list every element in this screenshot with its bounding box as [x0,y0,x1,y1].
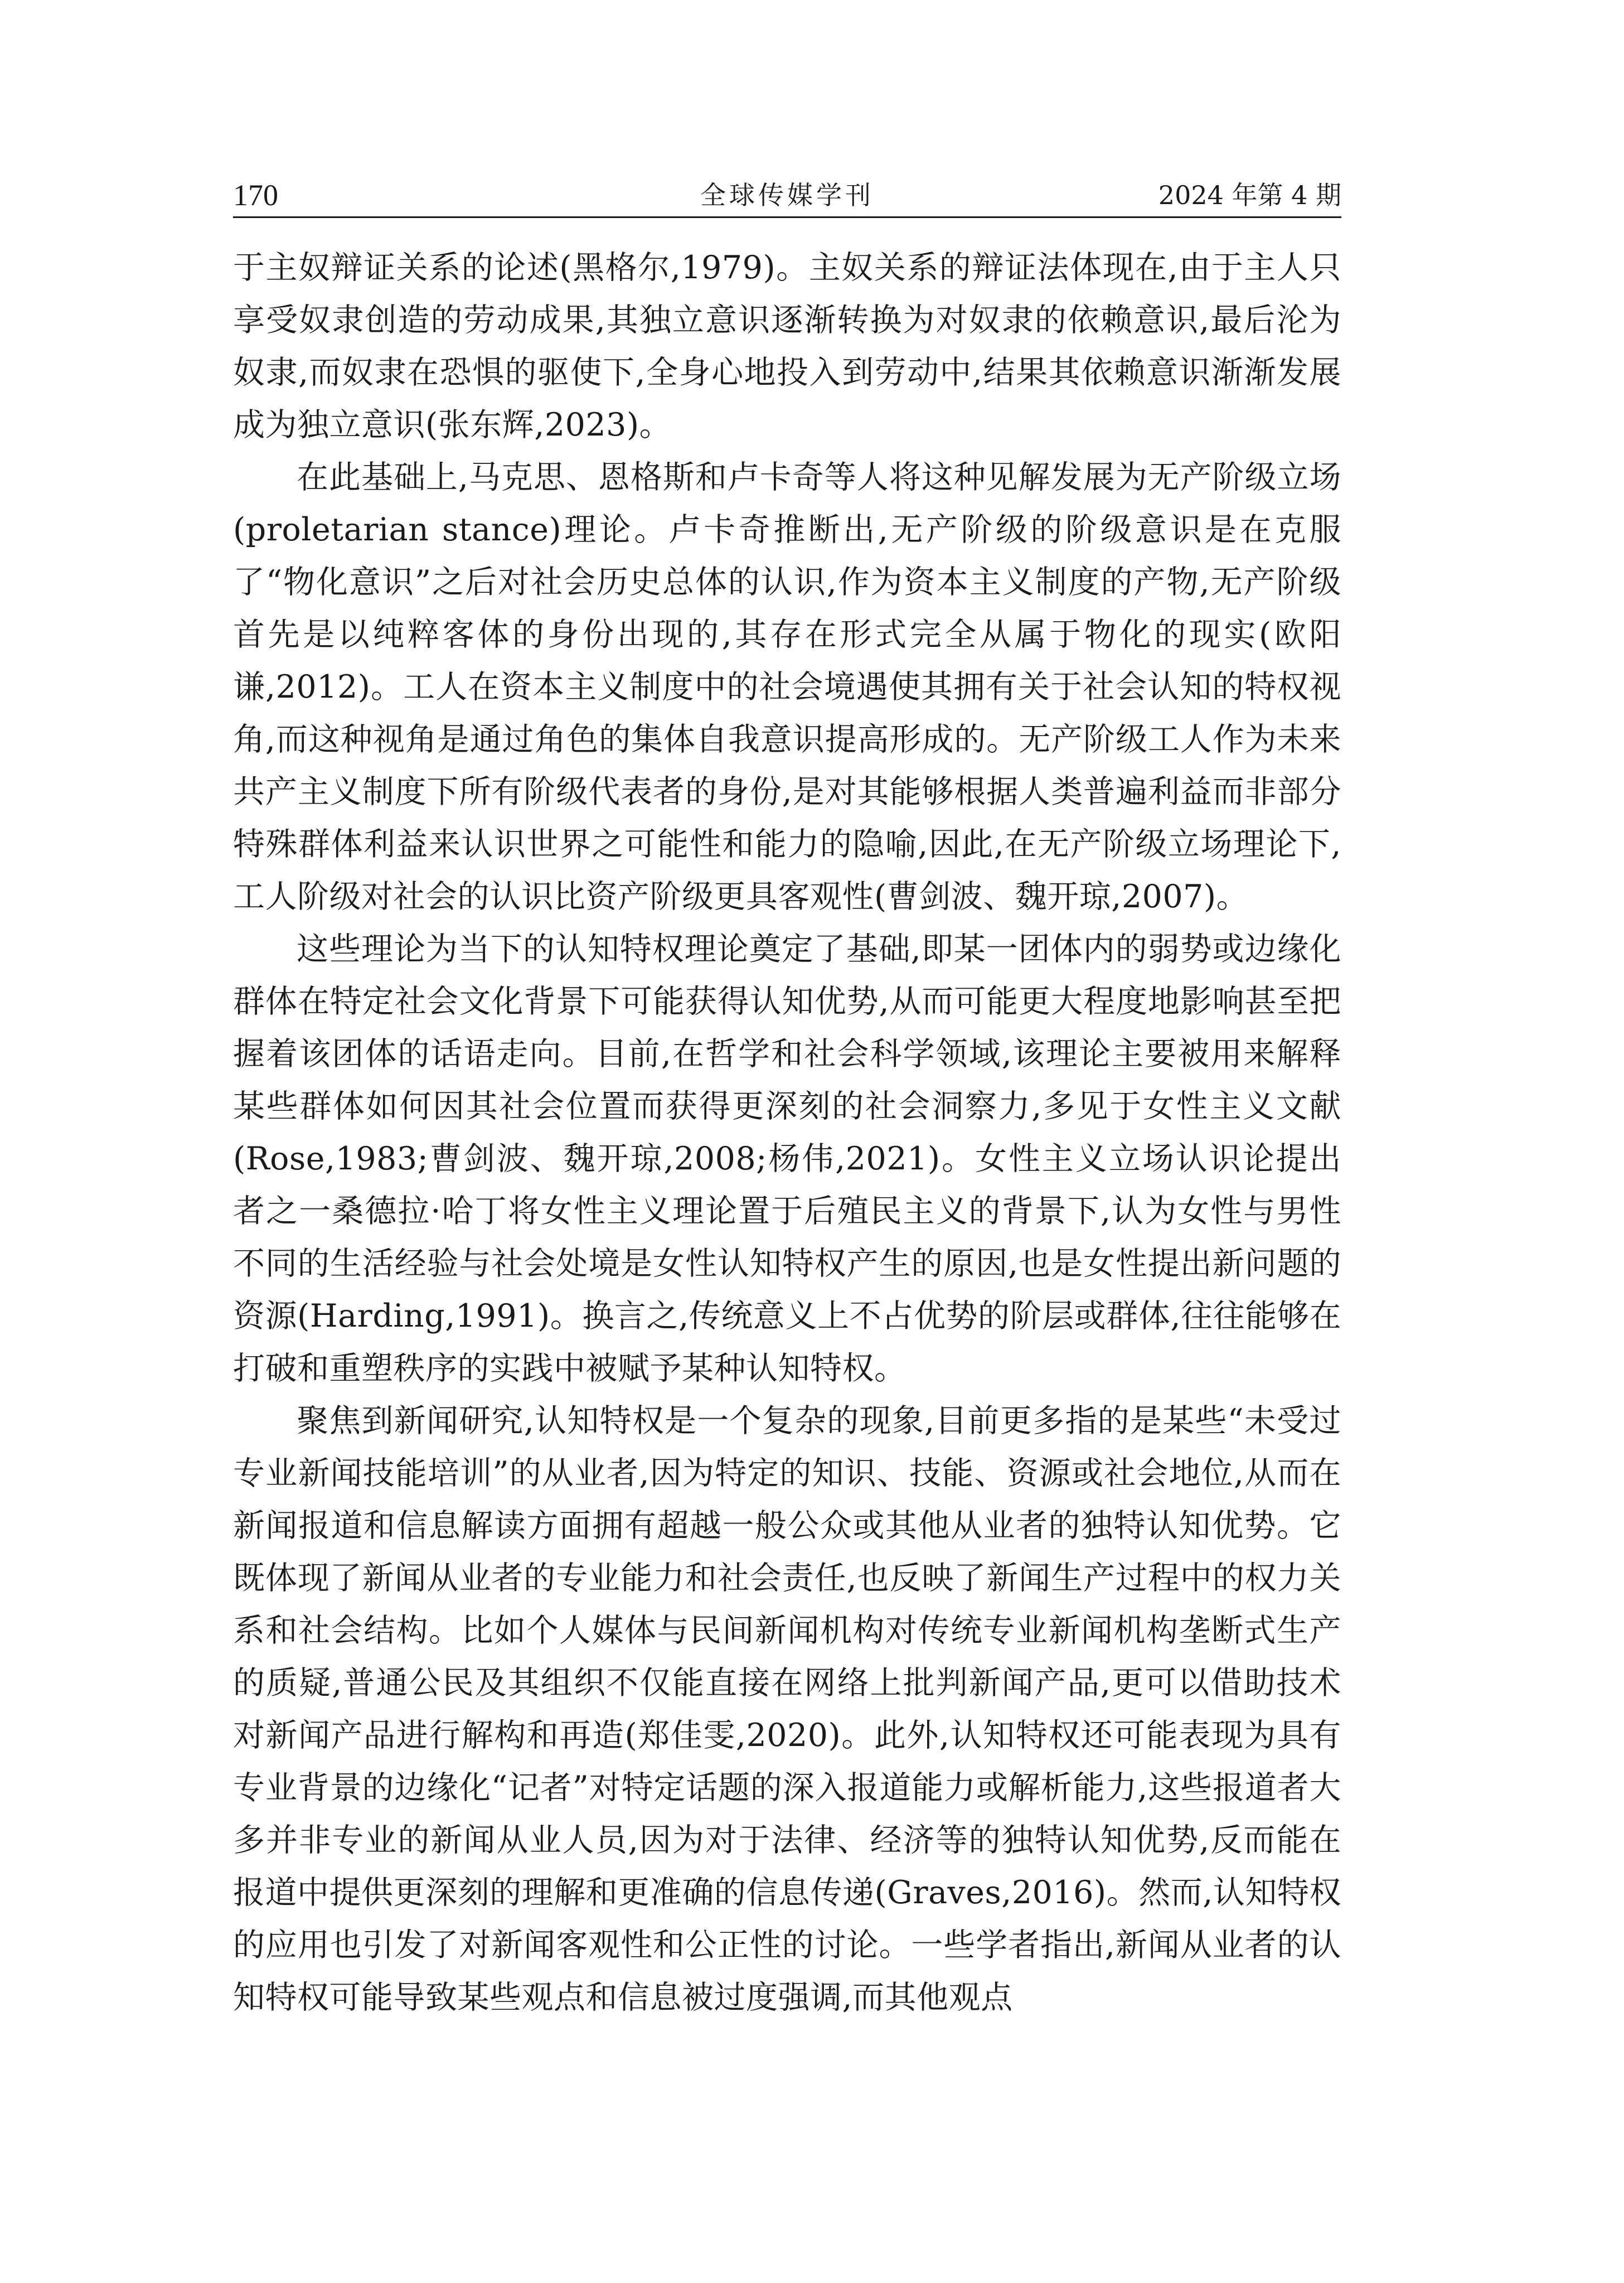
paragraph: 这些理论为当下的认知特权理论奠定了基础,即某一团体内的弱势或边缘化群体在特定社会文化背景下可能获得认知优势,从而可能更大程度地影响甚至把握着该团体的话语走向。目前,在哲学和社会科学领域,该理论主要被用来解释某些群体如何因其社会位置而获得更深刻的社会洞察力,多见于女性主义文献(Rose,1983;曹剑波、魏开琼,2008;杨伟,2021)。女性主义立场认识论提出者之一桑德拉·哈丁将女性主义理论置于后殖民主义的背景下,认为女性与男性不同的生活经验与社会处境是女性认知特权产生的原因,也是女性提出新问题的资源(Harding,1991)。换言之,传统意义上不占优势的阶层或群体,往往能够在打破和重塑秩序的实践中被赋予某种认知特权。 [233,931,1341,1387]
journal-title: 全球传媒学刊 [700,180,874,210]
paragraph: 在此基础上,马克思、恩格斯和卢卡奇等人将这种见解发展为无产阶级立场(proletarian stance)理论。卢卡奇推断出,无产阶级的阶级意识是在克服了“物化意识”之后对社会历史总体的认识,作为资本主义制度的产物,无产阶级首先是以纯粹客体的身份出现的,其存在形式完全从属于物化的现实(欧阳谦,2012)。工人在资本主义制度中的社会境遇使其拥有关于社会认知的特权视角,而这种视角是通过角色的集体自我意识提高形成的。无产阶级工人作为未来共产主义制度下所有阶级代表者的身份,是对其能够根据人类普遍利益而非部分特殊群体利益来认识世界之可能性和能力的隐喻,因此,在无产阶级立场理论下,工人阶级对社会的认识比资产阶级更具客观性(曹剑波、魏开琼,2007)。 [233,459,1341,915]
issue-label: 2024 年第 4 期 [1158,180,1341,210]
paragraph-continued: 于主奴辩证关系的论述(黑格尔,1979)。主奴关系的辩证法体现在,由于主人只享受奴隶创造的劳动成果,其独立意识逐渐转换为对奴隶的依赖意识,最后沦为奴隶,而奴隶在恐惧的驱使下,全身心地投入到劳动中,结果其依赖意识渐渐发展成为独立意识(张东辉,2023)。 [233,249,1341,443]
running-header [233,174,1341,218]
paragraph: 聚焦到新闻研究,认知特权是一个复杂的现象,目前更多指的是某些“未受过专业新闻技能培训”的从业者,因为特定的知识、技能、资源或社会地位,从而在新闻报道和信息解读方面拥有超越一般公众或其他从业者的独特认知优势。它既体现了新闻从业者的专业能力和社会责任,也反映了新闻生产过程中的权力关系和社会结构。比如个人媒体与民间新闻机构对传统专业新闻机构垄断式生产的质疑,普通公民及其组织不仅能直接在网络上批判新闻产品,更可以借助技术对新闻产品进行解构和再造(郑佳雯,2020)。此外,认知特权还可能表现为具有专业背景的边缘化“记者”对特定话题的深入报道能力或解析能力,这些报道者大多并非专业的新闻从业人员,因为对于法律、经济等的独特认知优势,反而能在报道中提供更深刻的理解和更准确的信息传递(Graves,2016)。然而,认知特权的应用也引发了对新闻客观性和公正性的讨论。一些学者指出,新闻从业者的认知特权可能导致某些观点和信息被过度强调,而其他观点 [233,1402,1342,2016]
page-number: 170 [233,178,278,212]
article-body [233,241,1341,2024]
